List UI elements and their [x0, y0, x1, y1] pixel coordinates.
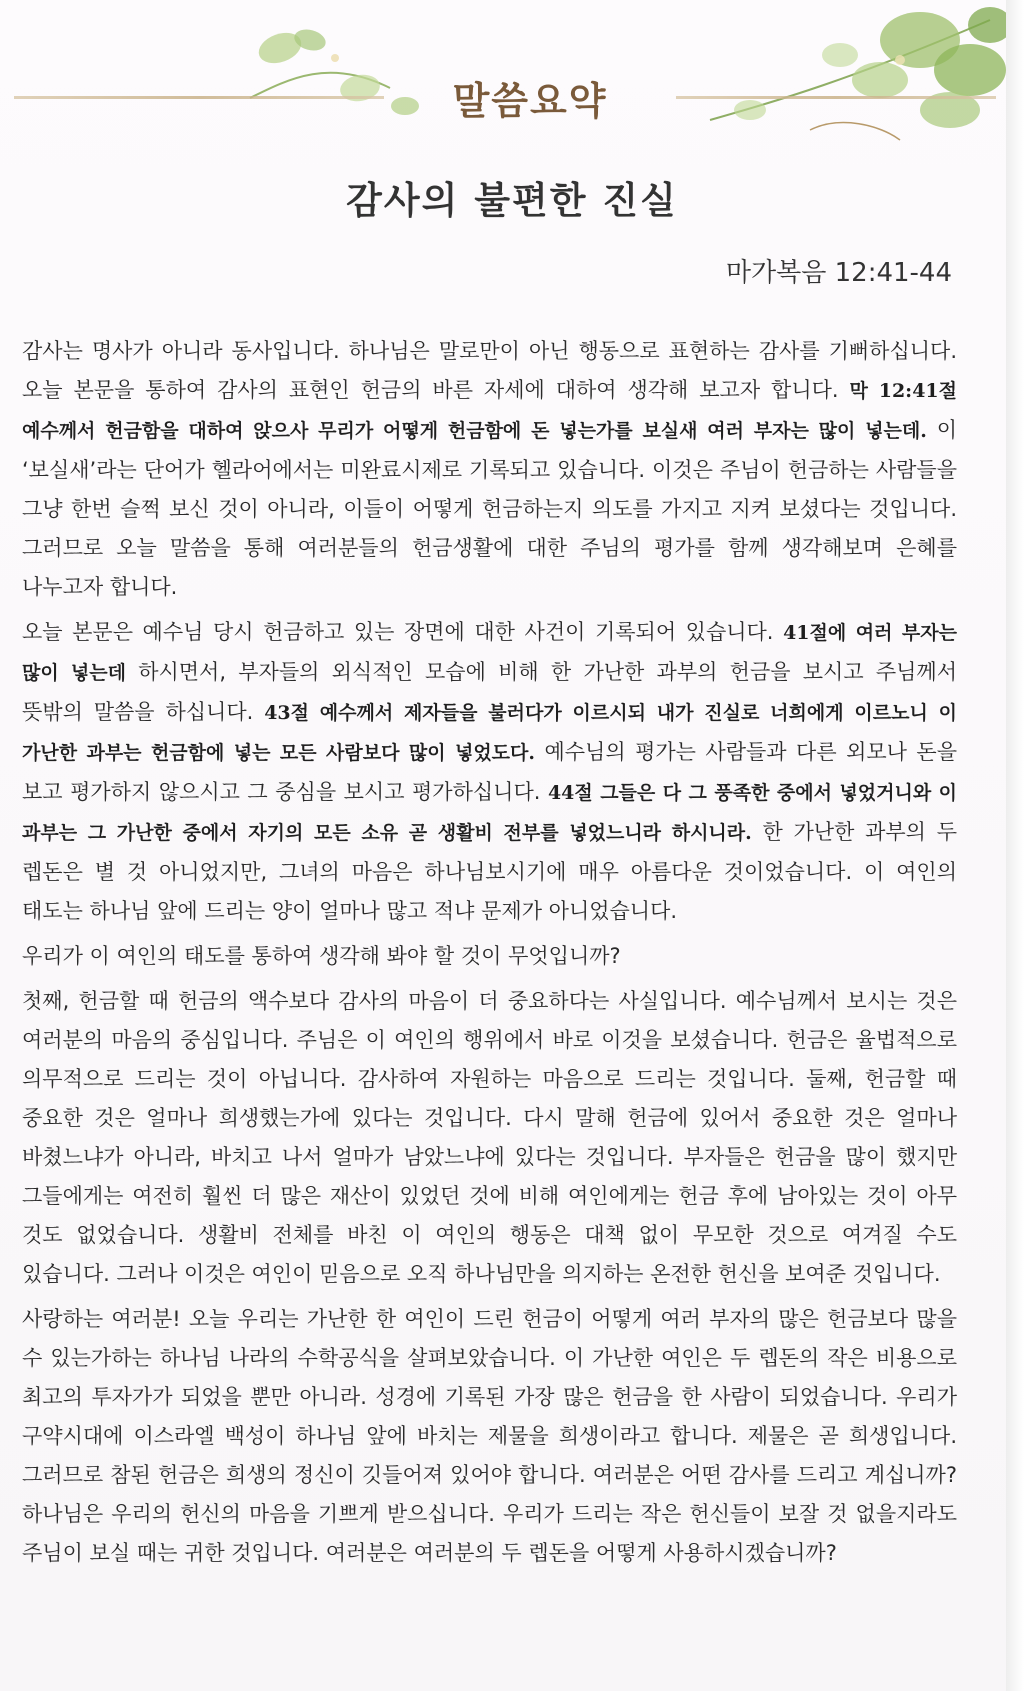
paragraph-text: 오늘 본문은 예수님 당시 헌금하고 있는 장면에 대한 사건이 기록되어 있습니다. [22, 620, 784, 644]
body-paragraph [22, 937, 957, 976]
paragraph-text: 감사는 명사가 아니라 동사입니다. 하나님은 말로만이 아닌 행동으로 표현하는 감사를 기뻐하십니다. 오늘 본문을 통하여 감사의 표현인 헌금의 바른 자세에 대하여 생각해 보고자 합니다. [22, 339, 957, 402]
body-paragraph [22, 332, 957, 607]
scripture-reference: 마가복음 12:41-44 [725, 258, 952, 288]
scripture-quote: 44절 그들은 다 그 풍족한 중에서 넣었거니와 이 과부는 그 가난한 중에서 자기의 모든 소유 곧 생활비 전부를 넣었느니라 하시니라. [22, 782, 957, 844]
ivy-leaves-right-decoration [690, 0, 1006, 150]
scripture-quote: 막 12:41절 예수께서 헌금함을 대하여 앉으사 무리가 어떻게 헌금함에 돈 넣는가를 보실새 여러 부자는 많이 넣는데. [22, 380, 957, 442]
paragraph-text: 한 가난한 과부의 두 렙돈은 별 것 아니었지만, 그녀의 마음은 하나님보시기에 매우 아름다운 것이었습니다. 이 여인의 태도는 하나님 앞에 드리는 양이 얼마나 많고 적냐 문제가 아니었습니다. [22, 820, 957, 923]
page-edge-shadow [1006, 0, 1024, 1691]
scripture-quote: 43절 예수께서 제자들을 불러다가 이르시되 내가 진실로 너희에게 이르노니 이 가난한 과부는 헌금함에 넣는 모든 사람보다 많이 넣었도다. [22, 702, 957, 764]
paragraph-text: 하시면서, 부자들의 외식적인 모습에 비해 한 가난한 과부의 헌금을 보시고 주님께서 뜻밖의 말씀을 하십니다. [22, 660, 957, 724]
body-paragraph [22, 1300, 957, 1573]
paragraph-text: 예수님의 평가는 사람들과 다른 외모나 돈을 보고 평가하지 않으시고 그 중심을 보시고 평가하십니다. [22, 740, 958, 804]
body-paragraph [22, 982, 957, 1294]
paragraph-text: 첫째, 헌금할 때 헌금의 액수보다 감사의 마음이 더 중요하다는 사실입니다. 예수님께서 보시는 것은 여러분의 마음의 중심입니다. 주님은 이 여인의 행위에서 바로 이것을 보셨습니다. 헌금은 율법적으로 의무적으로 드리는 것이 아닙니다. 감사하여 자원하는 마음으로 드리는 것입니다. 둘째, 헌금할 때 중요한 것은 얼마나 희생했는가에 있다는 것입니다. 다시 말해 헌금에 있어서 중요한 것은 얼마나 바쳤느냐가 아니라, 바치고 나서 얼마가 남았느냐에 있다는 것입니다. 부자들은 헌금을 많이 했지만 그들에게는 여전히 훨씬 더 많은 재산이 있었던 것에 비해 여인에게는 헌금 후에 남아있는 것이 아무 것도 없었습니다. 생활비 전체를 바친 이 여인의 행동은 대책 없이 무모한 것으로 여겨질 수도 있습니다. 그러나 이것은 여인이 믿음으로 오직 하나님만을 의지하는 온전한 헌신을 보여준 것입니다. [22, 989, 957, 1286]
header-rule-right [676, 96, 996, 99]
section-label: 말씀요약 [452, 79, 608, 123]
paragraph-text: 사랑하는 여러분! 오늘 우리는 가난한 한 여인이 드린 헌금이 어떻게 여러 부자의 많은 헌금보다 많을 수 있는가하는 하나님 나라의 수학공식을 살펴보았습니다. 이 가난한 여인은 두 렙돈의 작은 비용으로 최고의 투자가가 되었을 뿐만 아니라. 성경에 기록된 가장 많은 헌금을 한 사람이 되었습니다. 우리가 구약시대에 이스라엘 백성이 하나님 앞에 바치는 제물을 희생이라고 합니다. 제물은 곧 희생입니다. 그러므로 참된 헌금은 희생의 정신이 깃들어져 있어야 합니다. 여러분은 어떤 감사를 드리고 계십니까? 하나님은 우리의 헌신의 마음을 기쁘게 받으십니다. 우리가 드리는 작은 헌신들이 보잘 것 없을지라도 주님이 보실 때는 귀한 것입니다. 여러분은 여러분의 두 렙돈을 어떻게 사용하시겠습니까? [22, 1307, 957, 1565]
scripture-quote: 41절에 여러 부자는 많이 넣는데 [22, 622, 957, 684]
paragraph-text: 우리가 이 여인의 태도를 통하여 생각해 봐야 할 것이 무엇입니까? [22, 944, 621, 968]
body-paragraph [22, 613, 957, 931]
paragraph-text: 이 ‘보실새’라는 단어가 헬라어에서는 미완료시제로 기록되고 있습니다. 이것은 주님이 헌금하는 사람들을 그냥 한번 슬쩍 보신 것이 아니라, 이들이 어떻게 헌금하는지 의도를 가지고 지켜 보셨다는 것입니다. 그러므로 오늘 말씀을 통해 여러분들의 헌금생활에 대한 주님의 평가를 함께 생각해보며 은혜를 나누고자 합니다. [22, 418, 957, 599]
sermon-body [22, 332, 957, 1579]
sermon-title: 감사의 불편한 진실 [346, 179, 678, 222]
header-rule-left [14, 96, 384, 99]
